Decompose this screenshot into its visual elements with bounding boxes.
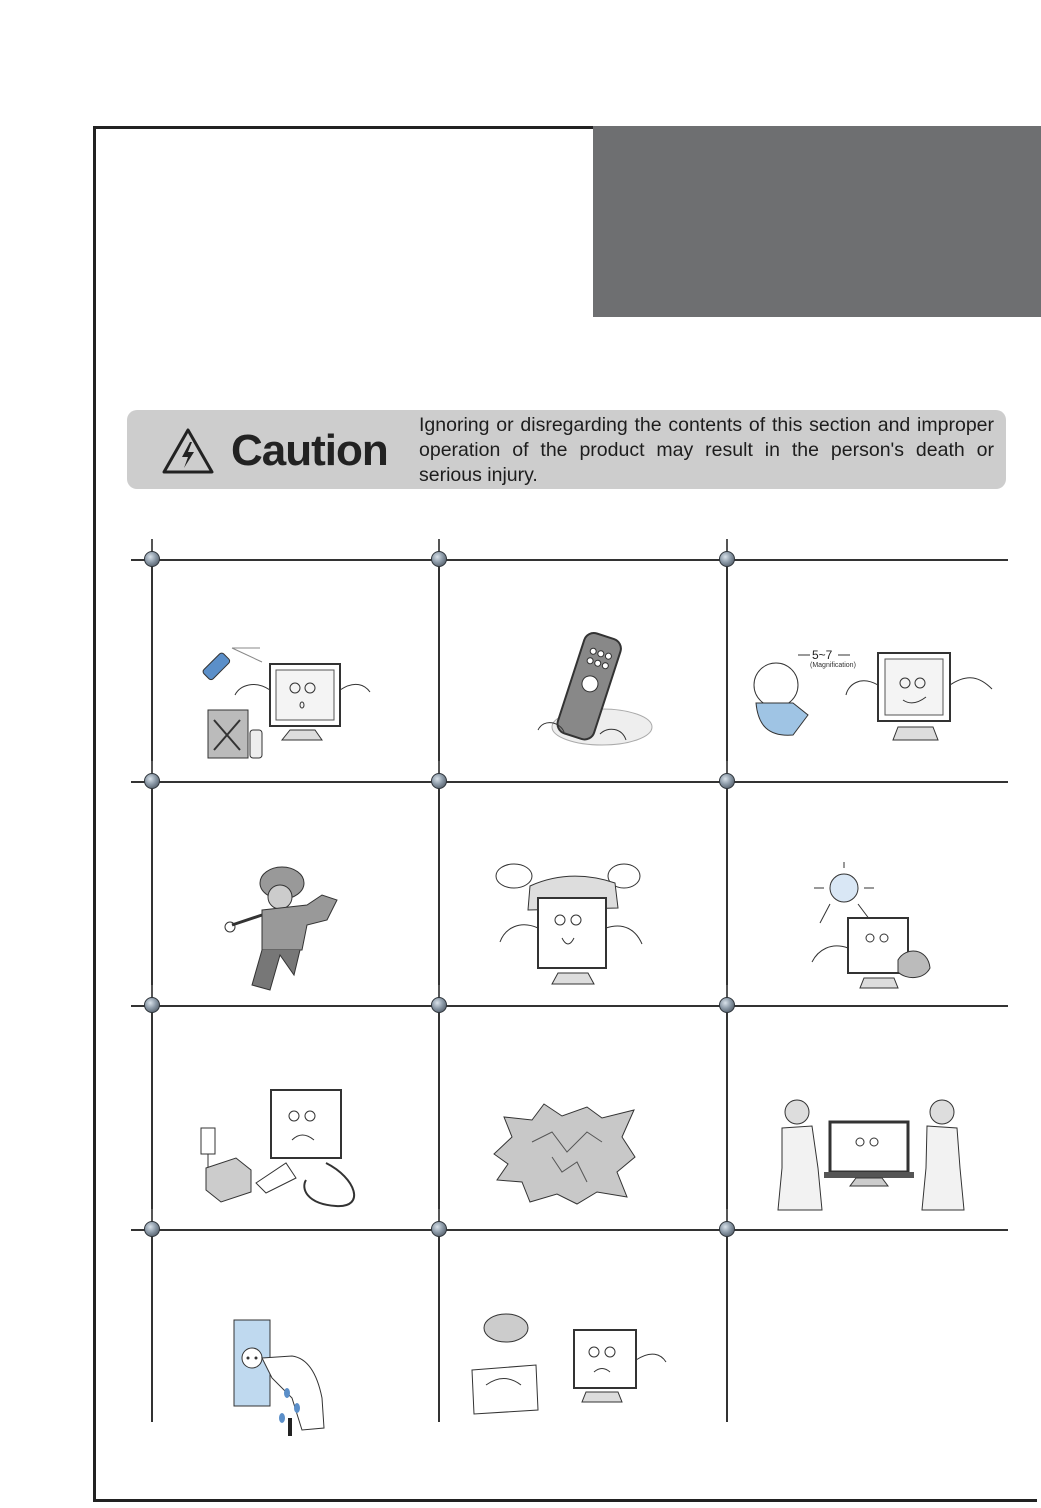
bullet-dot-icon [144,997,160,1013]
warning-triangle-icon [161,427,215,475]
bullet-dot-icon [431,551,447,567]
power-cord-illustration [196,1088,366,1208]
grid-row-line [131,781,1008,783]
humidifier-illustration [466,1310,671,1420]
bullet-dot-icon [719,773,735,789]
remote-in-water-illustration [530,632,655,752]
grid-column-line [438,781,440,997]
grid-column-line [151,781,153,997]
broken-screen-illustration [492,1102,637,1207]
grid-column-line [151,1229,153,1422]
grid-column-line [726,1229,728,1422]
grid-column-line [726,1005,728,1221]
page-frame [93,126,1037,1502]
wet-hand-plug-illustration [232,1318,332,1438]
bullet-dot-icon [431,997,447,1013]
grid-column-line [438,1005,440,1221]
bullet-dot-icon [719,551,735,567]
bullet-dot-icon [144,1221,160,1237]
grid-column-line [151,559,153,773]
grid-row-line [131,1229,1008,1231]
grid-column-line [726,559,728,773]
grid-column-line [726,781,728,997]
bullet-dot-icon [144,773,160,789]
covered-monitor-illustration [490,858,650,993]
grid-column-line [438,1229,440,1422]
grid-column-line [151,1005,153,1221]
caution-text: Ignoring or disregarding the contents of this section and improper operation of the product may result in the person's death or serious injury. [419,414,994,486]
disassembly-worker-illustration [222,855,352,1000]
grid-row-line [131,1005,1008,1007]
child-distance-illustration [748,645,1000,750]
magnification-label: (Magnification) [810,662,856,669]
two-people-carry-illustration [772,1098,967,1213]
caution-title: Caution [231,426,388,475]
distance-label: 5~7 [812,648,833,662]
caution-banner [127,410,1006,489]
section-header-block [593,126,1041,317]
bullet-dot-icon [719,997,735,1013]
sunlight-monitor-illustration [806,868,941,993]
bullet-dot-icon [719,1221,735,1237]
bullet-dot-icon [431,773,447,789]
grid-row-line [131,559,1008,561]
bullet-dot-icon [144,551,160,567]
spray-cleaner-illustration [200,630,380,765]
bullet-dot-icon [431,1221,447,1237]
grid-column-line [438,559,440,773]
